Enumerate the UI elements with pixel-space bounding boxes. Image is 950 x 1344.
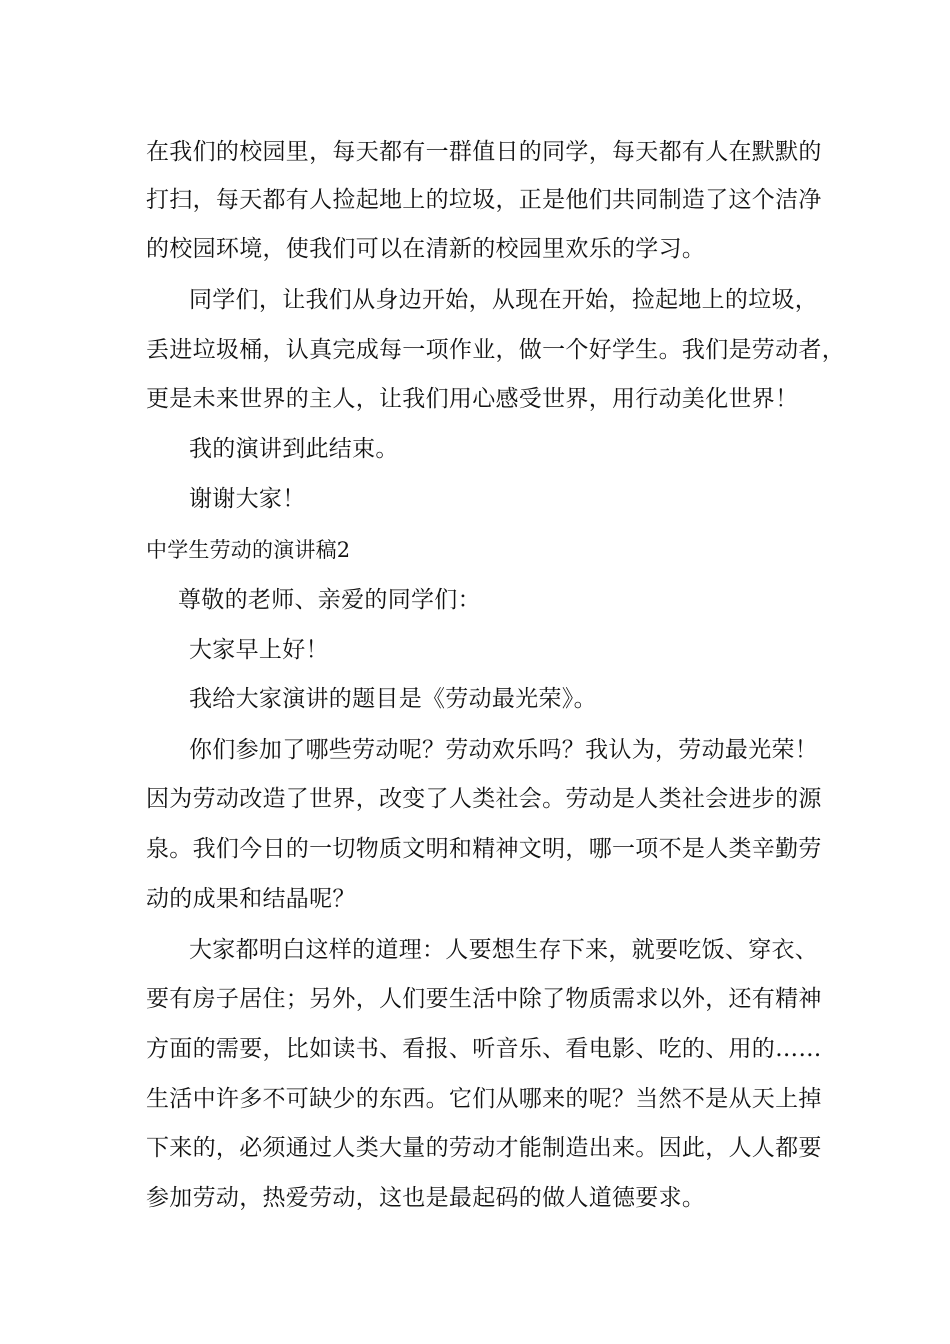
text-line: 同学们，让我们从身边开始，从现在开始，捡起地上的垃圾， [189,287,819,313]
text-line: 泉。我们今日的一切物质文明和精神文明，哪一项不是人类辛勤劳 [146,836,822,862]
text-line: 在我们的校园里，每天都有一群值日的同学，每天都有人在默默的 [146,139,822,165]
text-line: 动的成果和结晶呢？ [146,886,356,912]
text-line: 大家都明白这样的道理：人要想生存下来，就要吃饭、穿衣、 [189,937,819,963]
salutation: 尊敬的老师、亲爱的同学们： [178,587,481,613]
section-title: 中学生劳动的演讲稿2 [146,538,351,562]
text-line: 因为劳动改造了世界，改变了人类社会。劳动是人类社会进步的源 [146,786,822,812]
text-line: 更是未来世界的主人，让我们用心感受世界，用行动美化世界！ [146,386,799,412]
text-line: 你们参加了哪些劳动呢？劳动欢乐吗？我认为，劳动最光荣！ [189,737,819,763]
text-line: 参加劳动，热爱劳动，这也是最起码的做人道德要求。 [146,1185,706,1211]
text-line: 方面的需要，比如读书、看报、听音乐、看电影、吃的、用的…… [146,1036,822,1062]
text-line: 丢进垃圾桶，认真完成每一项作业，做一个好学生。我们是劳动者， [146,337,845,363]
text-line: 打扫，每天都有人捡起地上的垃圾，正是他们共同制造了这个洁净 [146,187,822,213]
text-line: 生活中许多不可缺少的东西。它们从哪来的呢？当然不是从天上掉 [146,1086,822,1112]
text-line: 要有房子居住；另外，人们要生活中除了物质需求以外，还有精神 [146,986,822,1012]
closing-line: 我的演讲到此结束。 [189,436,399,462]
text-line: 的校园环境，使我们可以在清新的校园里欢乐的学习。 [146,236,706,262]
thanks-line: 谢谢大家！ [189,486,306,512]
greeting: 大家早上好！ [189,637,329,663]
speech-topic: 我给大家演讲的题目是《劳动最光荣》。 [189,686,597,712]
text-line: 下来的，必须通过人类大量的劳动才能制造出来。因此，人人都要 [146,1135,822,1161]
